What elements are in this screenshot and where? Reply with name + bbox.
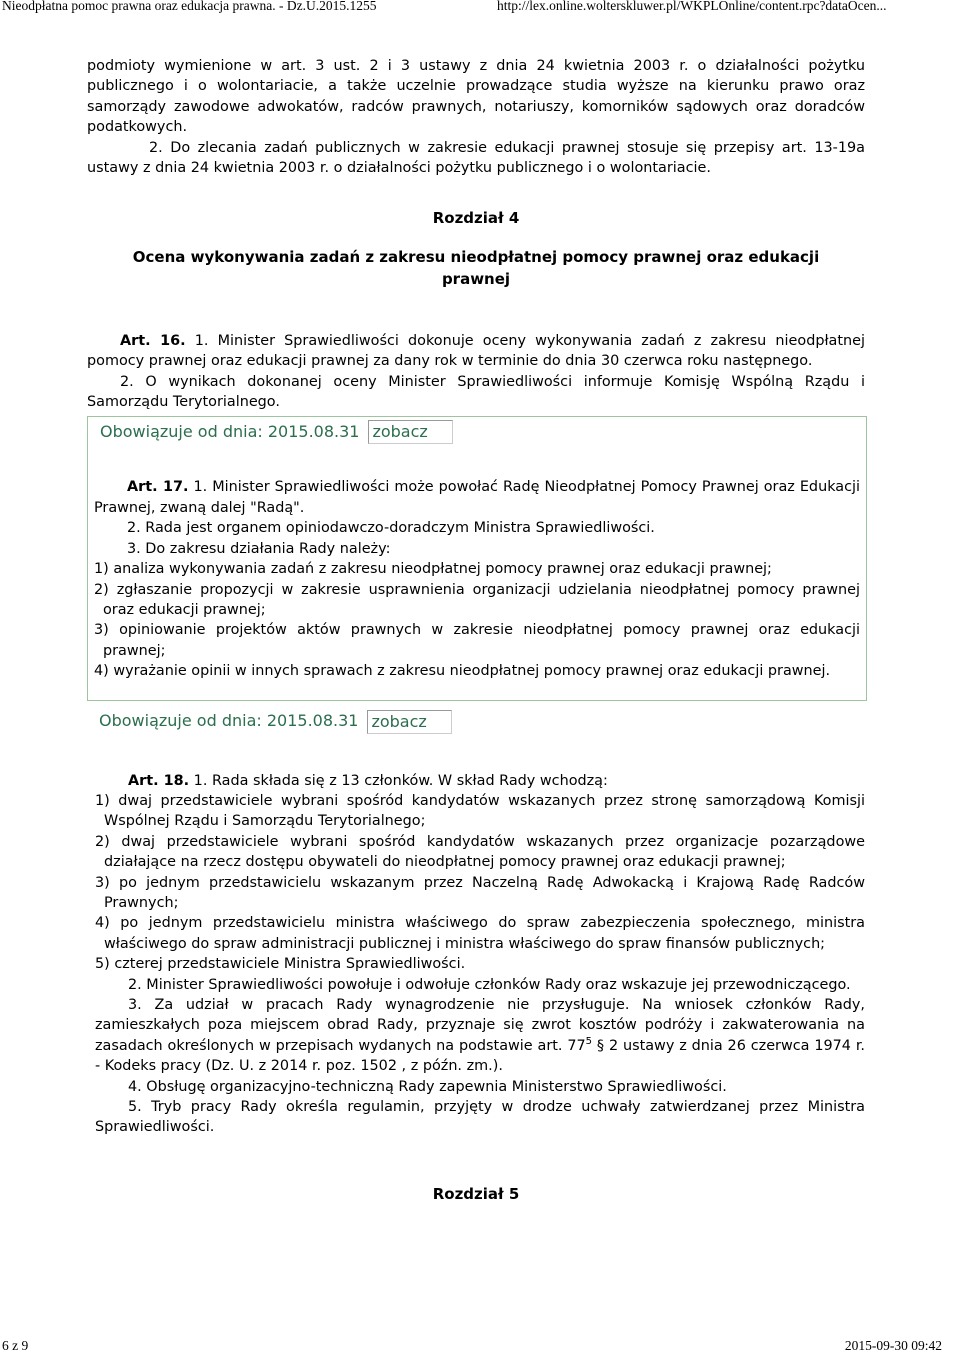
page-number: 6 z 9 (2, 1338, 29, 1353)
document-content (87, 56, 865, 1204)
print-header (0, 0, 960, 14)
article-16-p2: 2. O wynikach dokonanej oceny Minister Sprawiedliwości informuje Komisję Wspólną Rządu i Samorządu Terytorialnego. (87, 373, 865, 411)
article-16-p1: Art. 16. 1. Minister Sprawiedliwości dokonuje oceny wykonywania zadań z zakresu nieodpłatnej pomocy prawnej oraz edukacji prawnej za dany rok w terminie do dnia 30 czerwca roku następnego. (87, 332, 865, 370)
validity-date-label: Obowiązuje od dnia: 2015.08.31 (99, 711, 359, 731)
article-16 (87, 331, 865, 413)
article-18-p2: 2. Minister Sprawiedliwości powołuje i odwołuje członków Rady oraz wskazuje jej przewodniczącego. (128, 976, 851, 993)
chapter-4-title: Rozdział 4 (432, 209, 520, 228)
article-18 (87, 771, 865, 1138)
article-18-item-4: 4) po jednym przedstawicielu ministra właściwego do spraw zabezpieczenia społecznego, ministra właściwego do spraw administracji publicznej i ministra właściwego do spraw finansów publicznych; (95, 915, 865, 952)
article-18-item-1: 1) dwaj przedstawiciele wybrani spośród kandydatów wskazanych przez stronę samorządową Komisji Wspólnej Rządu i Samorządu Terytorialnego; (95, 792, 865, 830)
article-18-p5: 5. Tryb pracy Rady określa regulamin, przyjęty w drodze uchwały zatwierdzanej przez Ministra Sprawiedliwości. (95, 1099, 865, 1136)
article-17-item-2: 2) zgłaszanie propozycji w zakresie usprawnienia organizacji udzielania nieodpłatnej pomocy prawnej oraz edukacji prawnej; (94, 581, 860, 618)
article-18-p1: Art. 18. 1. Rada składa się z 13 członków. W skład Rady wchodzą: (128, 772, 608, 789)
print-timestamp: 2015-09-30 09:42 (844, 1338, 942, 1353)
intro-paragraph-2: 2. Do zlecania zadań publicznych w zakresie edukacji prawnej stosuje się przepisy art. 13-19a ustawy z dnia 24 kwietnia 2003 r. o działalności pożytku publicznego i o wolontariacie. (87, 139, 865, 177)
article-17-p1: Art. 17. 1. Minister Sprawiedliwości może powołać Radę Nieodpłatnej Pomocy Prawnej oraz Edukacji Prawnej, zwaną dalej "Radą". (94, 479, 860, 516)
validity-box-1 (87, 416, 867, 700)
article-18-label: Art. 18. (128, 772, 190, 789)
article-17-label: Art. 17. (127, 479, 189, 496)
print-footer (0, 1338, 960, 1354)
article-17-p3: 3. Do zakresu działania Rady należy: (127, 540, 391, 557)
article-18-item-2: 2) dwaj przedstawiciele wybrani spośród kandydatów wskazanych przez organizacje pozarządowe działające na rzecz dostępu obywateli do nieodpłatnej pomocy prawnej oraz edukacji prawnej; (95, 833, 865, 871)
article-17 (94, 447, 860, 699)
validity-date-label: Obowiązuje od dnia: 2015.08.31 (100, 422, 360, 442)
article-18-item-3: 3) po jednym przedstawicielu wskazanym przez Naczelną Radę Adwokacką i Krajową Radę Radców Prawnych; (95, 874, 865, 911)
chapter-4-subtitle: Ocena wykonywania zadań z zakresu nieodpłatnej pomocy prawnej oraz edukacji prawnej (132, 247, 820, 288)
header-url: http://lex.online.wolterskluwer.pl/WKPLOnline/content.rpc?dataOcen... (497, 0, 887, 13)
intro-paragraph: podmioty wymienione w art. 3 ust. 2 i 3 ustawy z dnia 24 kwietnia 2003 r. o działalności pożytku publicznego i o wolontariacie, a także uczelnie prowadzące studia wyższe na kierunku prawo oraz samorządy zawodowe adwokatów, radców prawnych, notariuszy, komorników sądowych oraz doradców podatkowych. (87, 58, 865, 136)
article-17-p2: 2. Rada jest organem opiniodawczo-doradczym Ministra Sprawiedliwości. (127, 520, 655, 537)
zobacz-link[interactable]: zobacz (367, 710, 451, 734)
article-18-item-5: 5) czterej przedstawiciele Ministra Sprawiedliwości. (95, 956, 466, 973)
article-17-item-3: 3) opiniowanie projektów aktów prawnych w zakresie nieodpłatnej pomocy prawnej oraz edukacji prawnej; (94, 622, 860, 659)
article-17-item-4: 4) wyrażanie opinii w innych sprawach z zakresu nieodpłatnej pomocy prawnej oraz edukacji prawnej. (94, 663, 831, 680)
zobacz-link[interactable]: zobacz (368, 420, 452, 444)
validity-bar-1 (94, 417, 860, 447)
validity-box-2 (87, 707, 865, 737)
validity-bar-2 (99, 707, 865, 737)
header-title: Nieodpłatna pomoc prawna oraz edukacja prawna. - Dz.U.2015.1255 (2, 0, 377, 13)
article-16-label: Art. 16. (120, 332, 186, 349)
article-18-p3: 3. Za udział w pracach Rady wynagrodzenie nie przysługuje. Na wniosek członków Rady, zamieszkałych poza miejscem obrad Rady, przyznaje się zwrot kosztów podróży i zakwaterowania na zasadach określonych w przepisach wydanych na podstawie art. $77^5$ § 2 ustawy z dnia 26 czerwca 1974 r. - Kodeks pracy (Dz. U. z 2014 r. poz. 1502 , z późn. zm.). (95, 997, 865, 1075)
chapter-5-title: Rozdział 5 (432, 1184, 520, 1203)
article-17-item-1: 1) analiza wykonywania zadań z zakresu nieodpłatnej pomocy prawnej oraz edukacji prawnej; (94, 561, 772, 578)
article-18-p4: 4. Obsługę organizacyjno-techniczną Rady zapewnia Ministerstwo Sprawiedliwości. (128, 1078, 727, 1095)
